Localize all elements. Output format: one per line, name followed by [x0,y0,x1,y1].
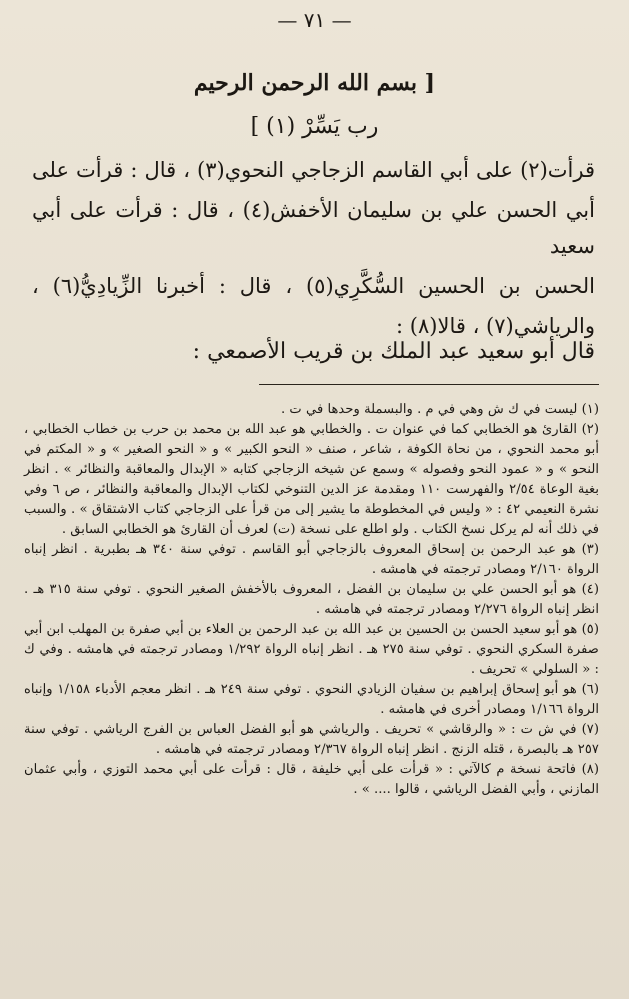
subheading: رب يَسِّرْ (١) ] [250,114,379,139]
footnote: (٢) القارئ هو الخطابي كما في عنوان ت . والخطابي هو عبد الله بن محمد بن حرب بن خطاب الخطابي ، أبو محمد النحوي ، من نحاة الكوفة ، شاعر ، صنف « النحو الكبير » و « النحو الصغير » و « المكتم في النحو » و « عمود النحو وفصوله » وسمع عن شيخه الزجاجي كتابه « الإبدال والمعاقبة والنظائر » . انظر بغية الوعاة ٢/٥٤ والفهرست ١١٠ ومقدمة عز الدين التنوخي لكتاب الإبدال والمعاقبة والنظائر ، ص ٦ وفي نشرة النعيمي ٤٢ : « وليس في المخطوطة ما يشير إلى من قرأ على الزجاجي كتاب الاشتقاق » . والسبب في ذلك أنه لم يركل نسخ الكتاب . ولو اطلع على نسخة (ت) لعرف أن القارئ هو الخطابي السابق . [24,422,600,537]
footnote: (٦) هو أبو إسحاق إبراهيم بن سفيان الزيادي النحوي . توفي سنة ٢٤٩ هـ . انظر معجم الأدباء ١/١٥٨ وإنباه الرواة ١/١٦٦ ومصادر أخرى في هامشه . [24,682,599,717]
footnote: (١) ليست في ك ش وهي في م . والبسملة وحدها في ت . [280,402,599,417]
footnote-separator [259,384,599,385]
footnotes [24,400,599,800]
footnote: (٣) هو عبد الرحمن بن إسحاق المعروف بالزجاجي أبو القاسم . توفي سنة ٣٤٠ هـ بطبرية . انظر إنباه الرواة ٢/١٦٠ ومصادر ترجمته في هامشه . [24,542,599,577]
footnote: (٨) فاتحة نسخة م كالآتي : « قرأت على أبي خليفة ، قال : قرأت على أبي محمد التوزي ، وأبي عثمان المازني ، وأبي الفضل الرياشي ، قالوا .... » . [24,762,599,797]
page-number: — ٧١ — [277,8,352,32]
main-text-line: أبي الحسن علي بن سليمان الأخفش(٤) ، قال : قرأت على أبي سعيد [32,198,595,258]
main-text-line: الحسن بن الحسين السُّكَّرِي(٥) ، قال : أخبرنا الزِّيادِيُّ(٦) ، [32,274,595,298]
footnote: (٥) هو أبو سعيد الحسن بن الحسين بن عبد الله بن عبد الرحمن بن العلاء بن أبي صفرة بن المهلب ابن أبي صفرة السكري النحوي . توفي سنة ٢٧٥ هـ . انظر إنباه الرواة ١/٢٩٢ ومصادر ترجمته في هامشه . وفي ك : « السلولي » تحريف . [24,622,599,677]
main-text [32,152,595,348]
footnote: (٧) في ش ت : « والرقاشي » تحريف . والرياشي هو أبو الفضل العباس بن الفرج الرياشي . توفي سنة ٢٥٧ هـ بالبصرة ، قتله الزنج . انظر إنباه الرواة ٢/٣٦٧ ومصادر ترجمته في هامشه . [24,722,599,757]
basmala-heading: [ بسم الله الرحمن الرحيم [193,70,436,96]
footnote: (٤) هو أبو الحسن علي بن سليمان بن الفضل ، المعروف بالأخفش الصغير النحوي . توفي سنة ٣١٥ هـ . انظر إنباه الرواة ٢/٢٧٦ ومصادر ترجمته في هامشه . [24,582,599,617]
main-text-line: قرأت(٢) على أبي القاسم الزجاجي النحوي(٣) ، قال : قرأت على [32,158,595,182]
main-text-line: والرياشي(٧) ، قالا(٨) : [396,314,595,338]
narrator-line: قال أبو سعيد عبد الملك بن قريب الأصمعي : [192,339,595,364]
